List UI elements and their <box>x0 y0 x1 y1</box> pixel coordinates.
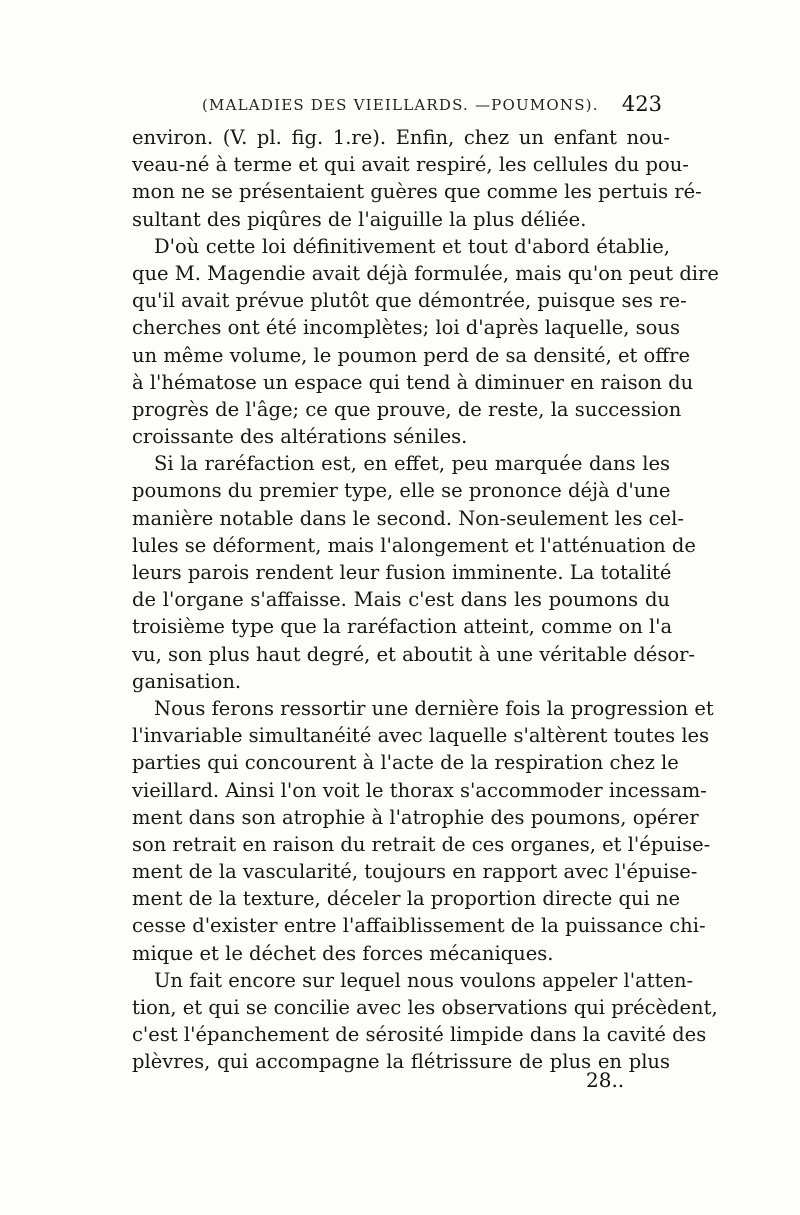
text-line: plèvres, qui accompagne la flétrissure de plus en plus <box>132 1050 670 1074</box>
text-line: lules se déforment, mais l'alongement et l'atténuation de <box>132 533 696 557</box>
text-line: l'invariable simultanéité avec laquelle s'altèrent toutes les <box>132 724 710 748</box>
text-line: D'où cette loi définitivement et tout d'abord établie, <box>154 234 670 258</box>
text-line: cesse d'exister entre l'affaiblissement de la puissance chi- <box>132 914 706 938</box>
text-line: poumons du premier type, elle se prononce déjà d'une <box>132 479 671 503</box>
text-line: ment dans son atrophie à l'atrophie des poumons, opérer <box>132 805 699 829</box>
text-line: Si la raréfaction est, en effet, peu marquée dans les <box>154 452 670 476</box>
text-line: vu, son plus haut degré, et aboutit à une véritable désor- <box>132 642 695 666</box>
running-head <box>130 92 670 120</box>
text-line: ganisation. <box>132 669 242 693</box>
running-title: (MALADIES DES VIEILLARDS. —POUMONS). <box>202 96 599 114</box>
text-line: sultant des piqûres de l'aiguille la plus déliée. <box>132 207 587 231</box>
text-line: qu'il avait prévue plutôt que démontrée, puisque ses re- <box>132 289 687 313</box>
signature-mark: 28.. <box>586 1068 625 1092</box>
text-line: ment de la texture, déceler la proportion directe qui ne <box>132 887 681 911</box>
text-line: Nous ferons ressortir une dernière fois la progression et <box>154 696 714 720</box>
text-line: Un fait encore sur lequel nous voulons appeler l'atten- <box>154 968 694 992</box>
text-line: un même volume, le poumon perd de sa densité, et offre <box>132 343 691 367</box>
text-line: vieillard. Ainsi l'on voit le thorax s'accommoder incessam- <box>132 778 707 802</box>
text-line: son retrait en raison du retrait de ces organes, et l'épuise- <box>132 832 711 856</box>
text-line: leurs parois rendent leur fusion imminente. La totalité <box>132 561 672 584</box>
text-line: progrès de l'âge; ce que prouve, de reste, la succession <box>132 397 682 421</box>
text-line: croissante des altérations séniles. <box>132 425 468 449</box>
body-text <box>132 124 719 1076</box>
text-line: environ. (V. pl. fig. 1.re). Enfin, chez un enfant nou- <box>132 126 670 149</box>
text-line: troisième type que la raréfaction atteint, comme on l'a <box>132 615 673 639</box>
text-line: mon ne se présentaient guères que comme les pertuis ré- <box>132 180 702 204</box>
text-line: tion, et qui se concilie avec les observations qui précèdent, <box>132 996 718 1019</box>
text-line: à l'hématose un espace qui tend à diminuer en raison du <box>132 370 694 394</box>
text-line: mique et le déchet des forces mécaniques. <box>132 941 554 965</box>
text-line: veau-né à terme et qui avait respiré, les cellules du pou- <box>132 153 689 177</box>
text-line: manière notable dans le second. Non-seulement les cel- <box>132 506 684 530</box>
text-line: c'est l'épanchement de sérosité limpide dans la cavité des <box>132 1023 707 1047</box>
text-line: parties qui concourent à l'acte de la respiration chez le <box>132 751 679 775</box>
text-line: ment de la vascularité, toujours en rapport avec l'épuise- <box>132 860 698 884</box>
text-line: que M. Magendie avait déjà formulée, mais qu'on peut dire <box>132 261 719 285</box>
text-line: de l'organe s'affaisse. Mais c'est dans les poumons du <box>132 588 670 612</box>
text-line: cherches ont été incomplètes; loi d'après laquelle, sous <box>132 316 680 340</box>
page-number: 423 <box>621 92 662 116</box>
